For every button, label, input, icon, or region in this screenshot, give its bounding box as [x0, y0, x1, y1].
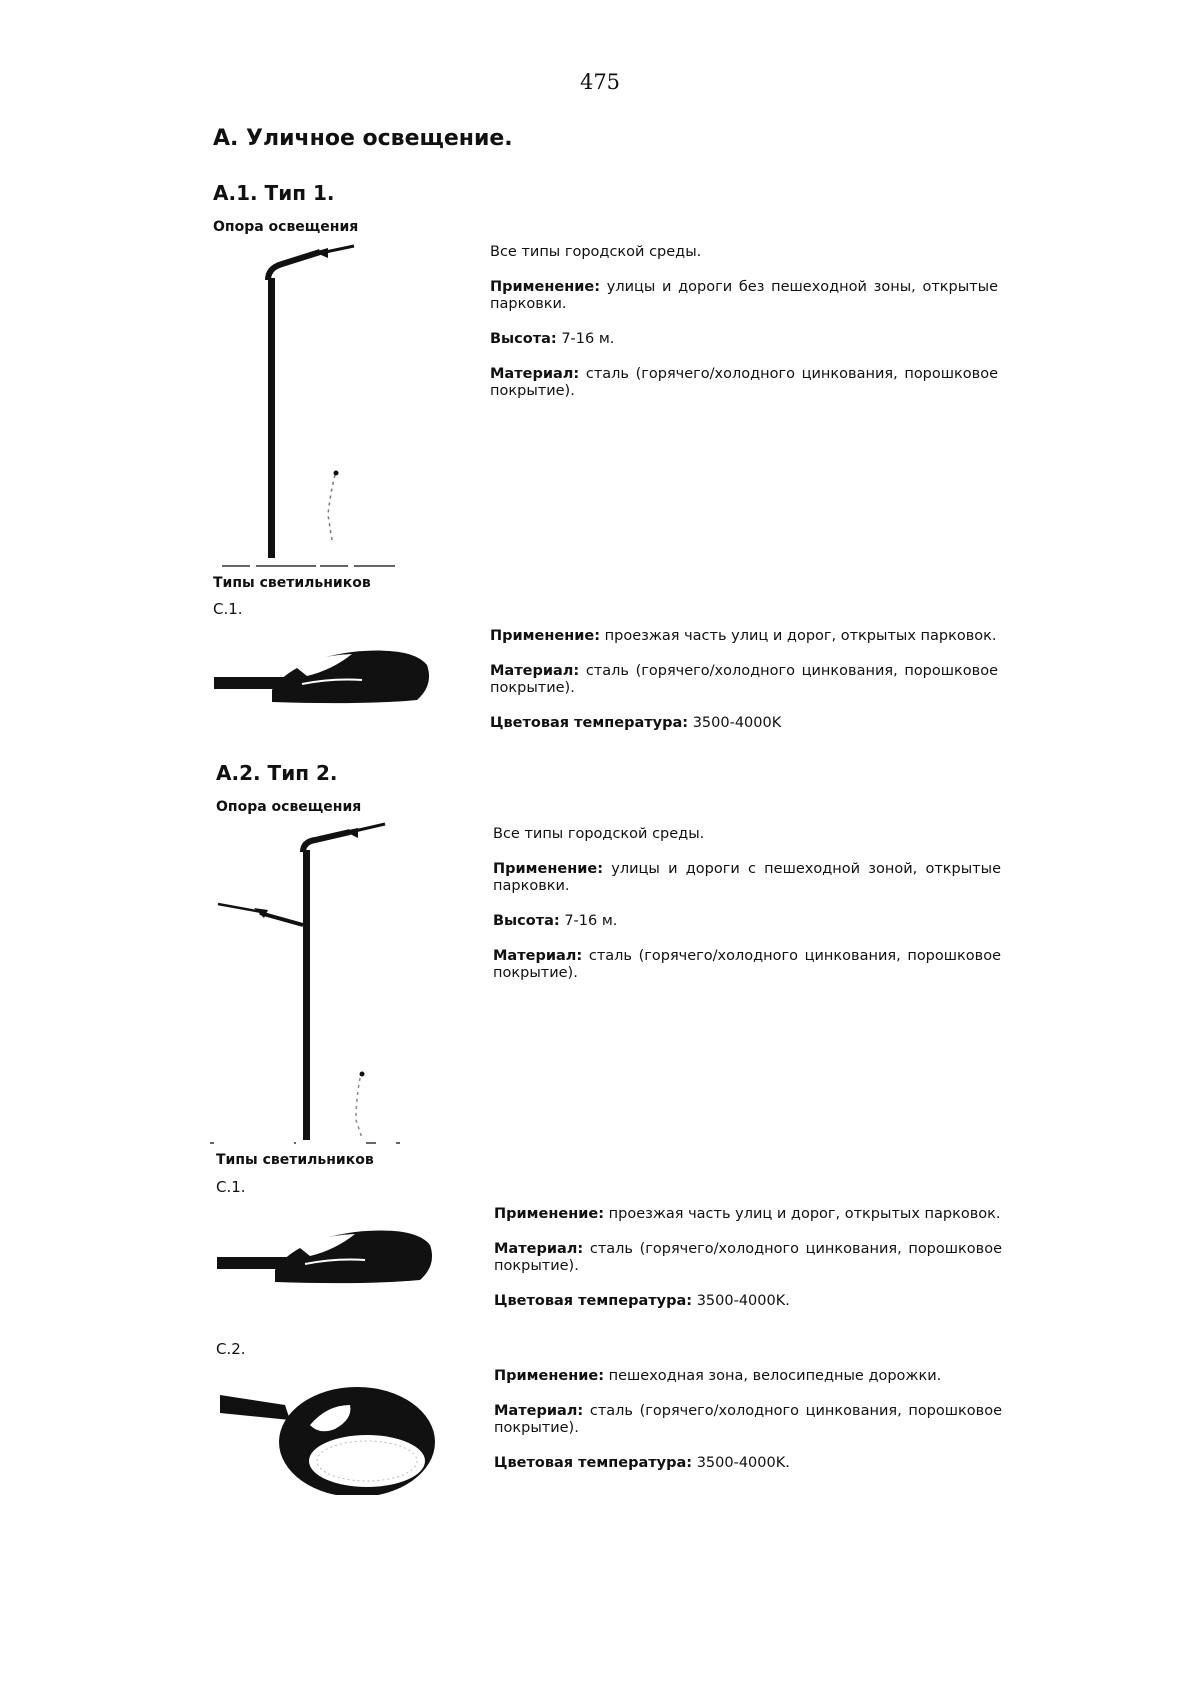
page-number: 475 — [579, 70, 621, 94]
type1-lamps-heading: Типы светильников — [213, 575, 371, 591]
type2-c2-material: Материал: сталь (горячего/холодного цинкования, порошковое покрытие). — [494, 1403, 1002, 1436]
type2-lamps-heading: Типы светильников — [216, 1152, 374, 1168]
type2-pole-application: Применение: улицы и дороги с пешеходной зоной, открытые парковки. — [493, 861, 1001, 894]
type2-pole-illustration — [210, 820, 420, 1150]
section-title: А. Уличное освещение. — [213, 126, 513, 151]
type1-c1-lamp-illustration — [212, 640, 432, 720]
type1-c1-material: Материал: сталь (горячего/холодного цинкования, порошковое покрытие). — [490, 663, 998, 696]
type1-pole-height: Высота: 7-16 м. — [490, 331, 615, 347]
type2-c2-lamp-illustration — [215, 1375, 445, 1495]
type2-c1-code: С.1. — [216, 1178, 246, 1196]
type1-c1-code: С.1. — [213, 600, 243, 618]
type2-c2-code: С.2. — [216, 1340, 246, 1358]
type1-pole-illustration — [220, 240, 410, 570]
type2-c2-temperature: Цветовая температура: 3500-4000K. — [494, 1455, 790, 1471]
type1-c1-application: Применение: проезжая часть улиц и дорог, открытых парковок. — [490, 628, 997, 644]
type2-pole-heading: Опора освещения — [216, 799, 362, 815]
type2-pole-material: Материал: сталь (горячего/холодного цинкования, порошковое покрытие). — [493, 948, 1001, 981]
type1-c1-temperature: Цветовая температура: 3500-4000K — [490, 715, 782, 731]
type1-pole-application: Применение: улицы и дороги без пешеходной зоны, открытые парковки. — [490, 279, 999, 312]
type1-pole-material: Материал: сталь (горячего/холодного цинкования, порошковое покрытие). — [490, 366, 998, 399]
type1-title: А.1. Тип 1. — [213, 181, 335, 205]
type2-c1-material: Материал: сталь (горячего/холодного цинкования, порошковое покрытие). — [494, 1241, 1002, 1274]
type2-c1-application: Применение: проезжая часть улиц и дорог, открытых парковок. — [494, 1206, 1001, 1222]
type2-c1-lamp-illustration — [215, 1220, 435, 1300]
type2-title: А.2. Тип 2. — [216, 761, 338, 785]
type2-pole-env: Все типы городской среды. — [493, 826, 705, 842]
type1-pole-heading: Опора освещения — [213, 219, 359, 235]
type2-c1-temperature: Цветовая температура: 3500-4000K. — [494, 1293, 790, 1309]
type2-c2-application: Применение: пешеходная зона, велосипедные дорожки. — [494, 1368, 942, 1384]
type1-pole-env: Все типы городской среды. — [490, 244, 702, 260]
type2-pole-height: Высота: 7-16 м. — [493, 913, 618, 929]
